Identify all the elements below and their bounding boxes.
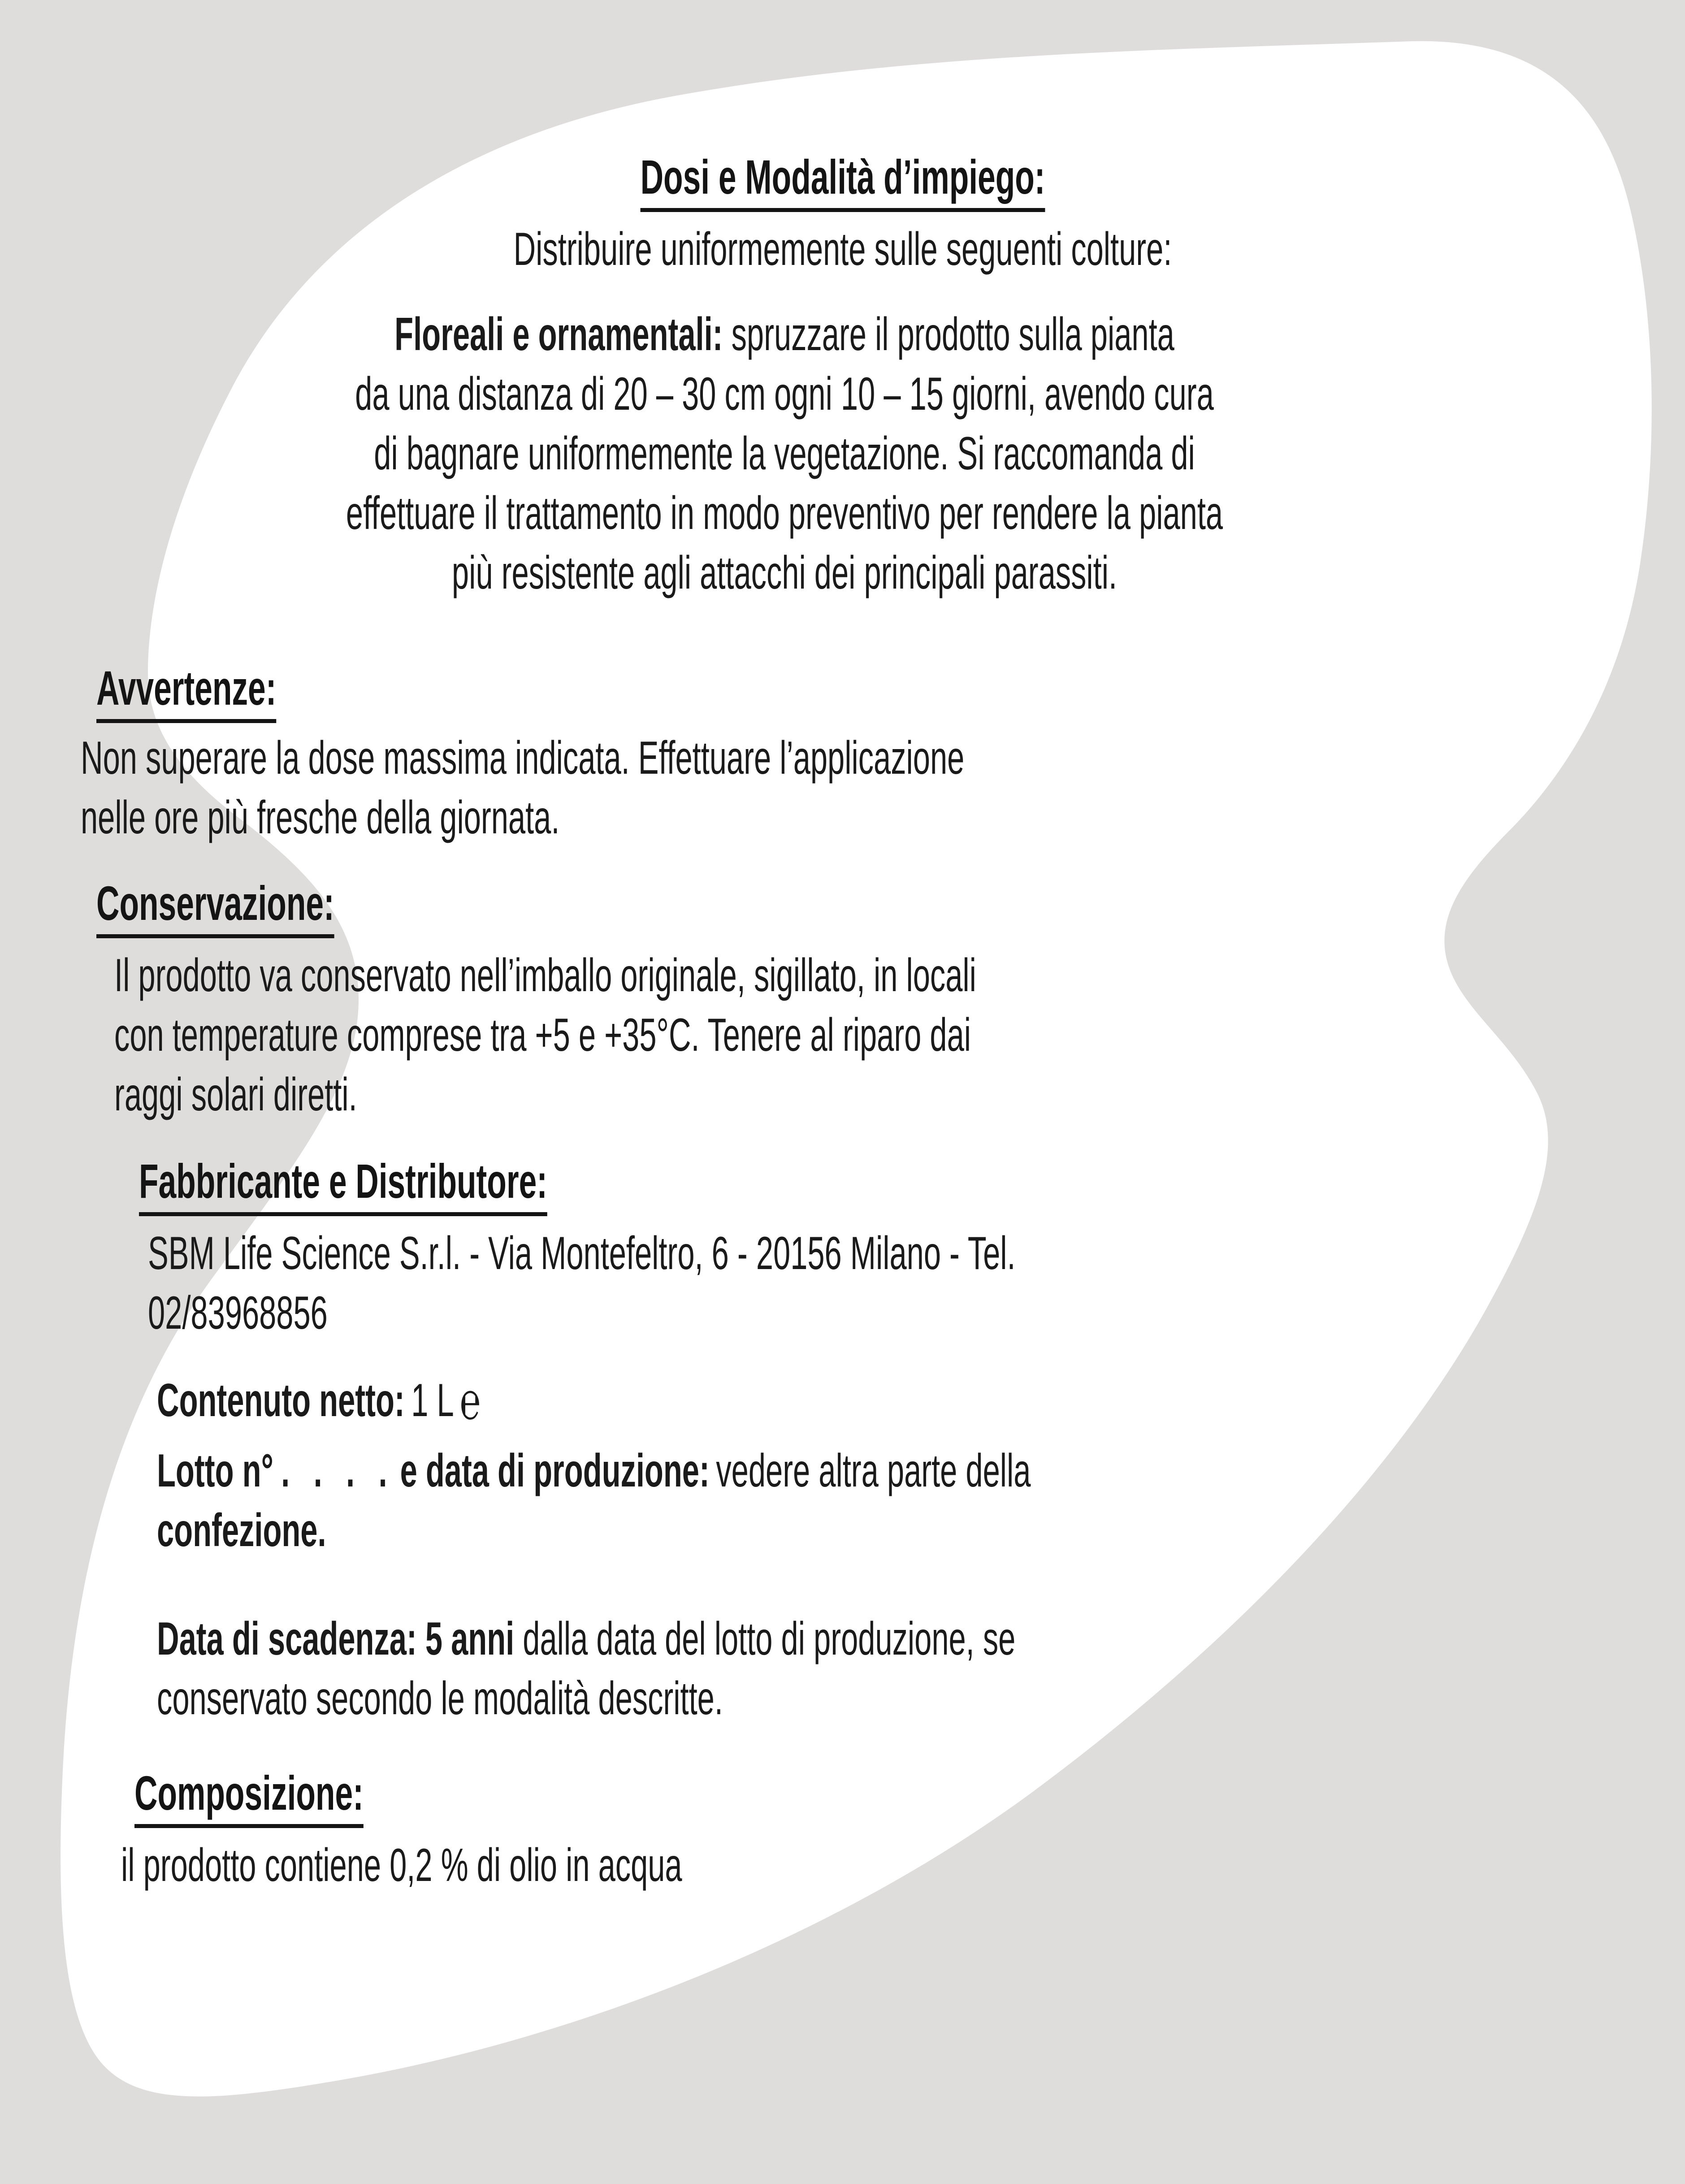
section-dosi-heading-wrap <box>269 148 1416 212</box>
expiry-label: Data di scadenza: 5 anni <box>157 1613 515 1665</box>
dosi-line-4: effettuare il trattamento in modo preventivo per rendere la pianta <box>346 487 1223 540</box>
net-content-label: Contenuto netto: <box>157 1374 405 1426</box>
composition-line: il prodotto contiene 0,2 % di olio in acqua <box>121 1839 682 1891</box>
expiry-line-1 <box>157 1609 1074 1669</box>
heading-dosi-modalita: Dosi e Modalità d’impiego: <box>641 148 1045 212</box>
section-avvertenze-heading-wrap <box>96 659 369 723</box>
manufacturer-phone: 02/83968856 <box>148 1287 328 1339</box>
expiry-rest-1: dalla data del lotto di produzione, se <box>514 1613 1016 1665</box>
section-composizione-heading-wrap <box>134 1764 481 1828</box>
lot-line-2: confezione. <box>157 1504 326 1557</box>
lot-production-date-label: e data di produzione: <box>400 1445 710 1497</box>
manufacturer-address: SBM Life Science S.r.l. - Via Montefeltro, 6 - 20156 Milano - Tel. <box>148 1227 1016 1279</box>
avvertenze-line-1: Non superare la dose massima indicata. Effettuare l’applicazione <box>81 732 965 784</box>
conservazione-line-2: con temperature comprese tra +5 e +35°C. Tenere al riparo dai <box>114 1009 971 1062</box>
lot-value-1: vedere altra parte della <box>716 1445 1031 1497</box>
net-content-value: 1 L <box>411 1374 454 1426</box>
section-conservazione-heading-wrap <box>96 874 457 938</box>
dosi-line-2: da una distanza di 20 – 30 cm ogni 10 – 15 giorni, avendo cura <box>355 368 1214 420</box>
estimated-sign-icon: ℮ <box>459 1372 481 1430</box>
avvertenze-body <box>81 728 1470 848</box>
dosi-line-1: Floreali e ornamentali: spruzzare il prodotto sulla pianta <box>394 308 1174 360</box>
lot-number-block <box>157 1441 1546 1560</box>
dosi-line-3: di bagnare uniformemente la vegetazione. Si raccomanda di <box>374 428 1195 480</box>
section-fabbricante-heading-wrap <box>139 1152 758 1216</box>
conservazione-body <box>114 946 1504 1125</box>
heading-avvertenze: Avvertenze: <box>96 659 276 723</box>
net-content-row <box>157 1365 1546 1432</box>
net-content-line <box>157 1365 1074 1432</box>
expiry-line-2: conservato secondo le modalità descritte. <box>157 1673 723 1725</box>
conservazione-line-3: raggi solari diretti. <box>114 1069 357 1121</box>
lot-line-1 <box>157 1441 1074 1501</box>
dosi-paragraph <box>112 305 1457 603</box>
dosi-line-5: più resistente agli attacchi dei principali parassiti. <box>451 547 1118 599</box>
lot-dots: . . . . <box>281 1445 395 1497</box>
dosi-intro-line: Distribuire uniformemente sulle seguenti colture: <box>513 223 1172 275</box>
fabbricante-body <box>148 1224 1538 1343</box>
composizione-body <box>121 1836 1511 1895</box>
heading-fabbricante-distributore: Fabbricante e Distributore: <box>139 1152 547 1216</box>
heading-composizione: Composizione: <box>134 1764 364 1828</box>
heading-conservazione: Conservazione: <box>96 874 334 938</box>
avvertenze-line-2: nelle ore più fresche della giornata. <box>81 792 560 844</box>
lot-label: Lotto n° <box>157 1445 273 1497</box>
conservazione-line-1: Il prodotto va conservato nell’imballo originale, sigillato, in locali <box>114 949 976 1001</box>
expiry-block <box>157 1609 1546 1729</box>
